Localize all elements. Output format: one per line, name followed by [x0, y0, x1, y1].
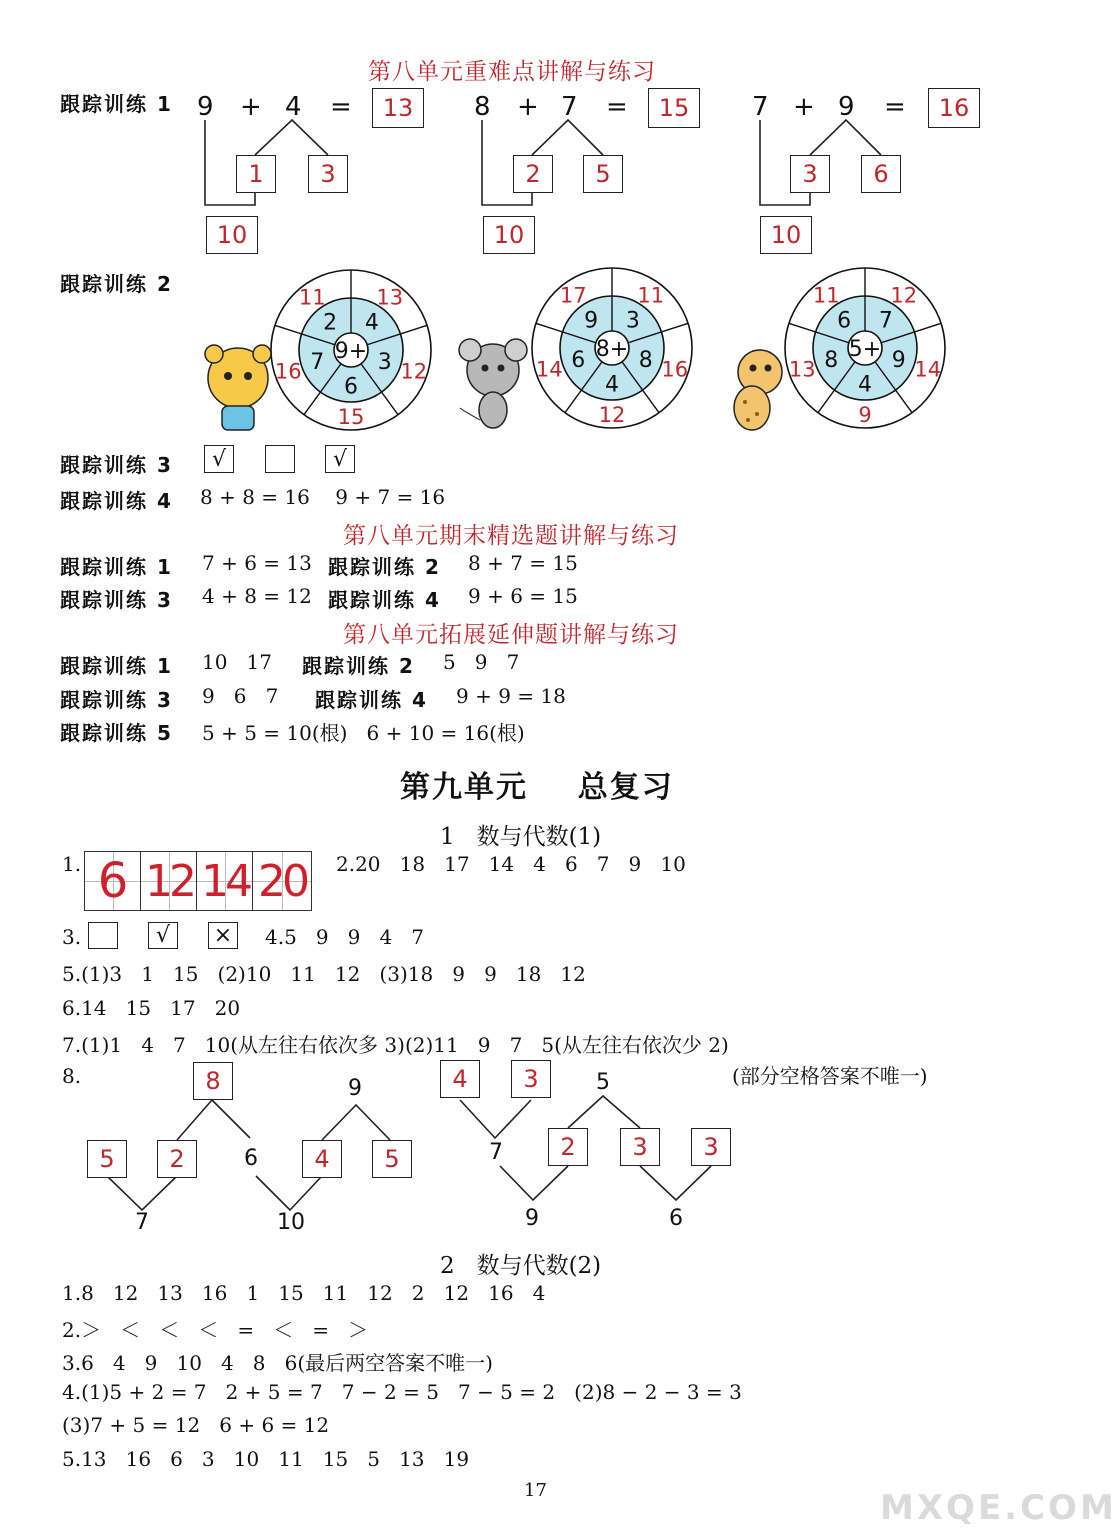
wheel-outer-number: 12 — [598, 403, 626, 427]
wheel-outer-number: 9 — [858, 403, 872, 427]
q8-num-5: 5 — [596, 1070, 610, 1095]
watermark: MXQE.COM — [880, 1488, 1117, 1528]
wheel-inner-number: 2 — [323, 310, 338, 336]
addend-a-3: 7 — [752, 92, 769, 122]
final-label-4: 跟踪训练 4 — [328, 588, 441, 612]
split-box-2b: 5 — [583, 155, 623, 193]
wheel-outer-number: 11 — [637, 283, 665, 308]
q5-answers: 5.(1)3 1 15 (2)10 11 12 (3)18 9 9 18 12 — [62, 962, 586, 986]
wheel-inner-number: 4 — [364, 310, 379, 336]
wheel-center-label: 8+ — [595, 337, 629, 362]
plus-sign-1: + — [240, 92, 262, 122]
section-title-final: 第八单元期末精选题讲解与练习 — [343, 523, 679, 549]
p2-q4a: 4.(1)5 + 2 = 7 2 + 5 = 7 7 − 2 = 5 7 − 5 = 2 (2)8 − 2 − 3 = 3 — [62, 1380, 742, 1404]
result-box-1: 13 — [372, 88, 424, 128]
exercise-label-3: 跟踪训练 3 — [60, 453, 173, 477]
wheel-outer-number: 14 — [914, 357, 942, 382]
result-box-2: 15 — [648, 88, 700, 128]
mouse-icon — [459, 339, 527, 428]
p2-q4b: (3)7 + 5 = 12 6 + 6 = 12 — [62, 1413, 330, 1437]
q8-box-7: 2 — [548, 1128, 588, 1166]
wheel-outer-number: 16 — [661, 357, 689, 382]
q8-box-4: 5 — [372, 1140, 412, 1178]
wheel-inner-number: 7 — [878, 308, 893, 334]
check-box-1: √ — [204, 445, 234, 473]
plus-sign-2: + — [517, 92, 539, 122]
split-box-1b: 3 — [308, 155, 348, 193]
addend-b-1: 4 — [285, 92, 302, 122]
writing-cell-2: 12 — [140, 851, 197, 911]
q8-box-1: 5 — [87, 1140, 127, 1178]
wheel-outer-number: 12 — [890, 283, 918, 308]
wheel-inner-number: 4 — [858, 372, 872, 398]
split-box-2a: 2 — [513, 155, 553, 193]
page-number: 17 — [524, 1480, 547, 1501]
ext-label-2: 跟踪训练 2 — [302, 654, 415, 678]
check-box-3: √ — [325, 445, 355, 473]
split-box-3b: 6 — [861, 155, 901, 193]
q8-num-6: 6 — [244, 1146, 258, 1171]
result-box-3: 16 — [928, 88, 980, 128]
final-label-1: 跟踪训练 1 — [60, 555, 173, 579]
addend-a-1: 9 — [197, 92, 214, 122]
split-box-3a: 3 — [790, 155, 830, 193]
part2-title: 2 数与代数(2) — [440, 1253, 602, 1279]
q8-box-9: 3 — [691, 1128, 731, 1166]
q6-answers: 6.14 15 17 20 — [62, 996, 241, 1020]
q7-answers: 7.(1)1 4 7 10(从左往右依次多 3)(2)11 9 7 5(从左往右依次少 2) — [62, 1033, 729, 1057]
wheel-inner-number: 6 — [837, 308, 852, 334]
wheel-outer-number: 13 — [788, 357, 816, 382]
q8-number: 8. — [62, 1064, 82, 1088]
addend-a-2: 8 — [474, 92, 491, 122]
addend-b-2: 7 — [561, 92, 578, 122]
q3-number: 3. — [62, 925, 82, 949]
ten-box-1: 10 — [206, 216, 258, 254]
final-answer-2: 8 + 7 = 15 — [468, 551, 578, 575]
q3-box-3: × — [208, 922, 238, 949]
wheel-inner-number: 4 — [605, 372, 619, 398]
writing-cell-1: 6 — [84, 851, 141, 911]
p2-q3: 3.6 4 9 10 4 8 6(最后两空答案不唯一) — [62, 1351, 493, 1375]
ext-label-5: 跟踪训练 5 — [60, 721, 173, 745]
wheel-inner-number: 8 — [638, 347, 653, 373]
q4-answers: 4.5 9 9 4 7 — [265, 925, 424, 949]
wheel-inner-number: 3 — [625, 308, 640, 334]
part1-title: 1 数与代数(1) — [440, 824, 602, 850]
final-answer-3: 4 + 8 = 12 — [202, 584, 312, 608]
section-title-extension: 第八单元拓展延伸题讲解与练习 — [343, 622, 679, 648]
wheel-outer-number: 16 — [274, 359, 302, 384]
ext-answer-4: 9 + 9 = 18 — [456, 684, 566, 708]
q8-num-9b: 9 — [525, 1206, 539, 1231]
q8-box-3: 4 — [302, 1140, 342, 1178]
wheel-inner-number: 8 — [824, 347, 839, 373]
wheel-outer-number: 12 — [400, 359, 428, 384]
unit9-title: 第九单元 总复习 — [400, 770, 674, 805]
ext-label-1: 跟踪训练 1 — [60, 654, 173, 678]
q8-box-5: 4 — [440, 1060, 480, 1098]
writing-cell-3: 14 — [196, 851, 253, 911]
ext-label-3: 跟踪训练 3 — [60, 688, 173, 712]
wheel-inner-number: 6 — [344, 374, 358, 400]
ext-answer-2: 5 9 7 — [443, 650, 520, 674]
tiger-icon — [205, 345, 271, 430]
ext-answer-5: 5 + 5 = 10(根) 6 + 10 = 16(根) — [202, 721, 525, 745]
p2-q5: 5.13 16 6 3 10 11 15 5 13 19 — [62, 1447, 470, 1471]
wheel-outer-number: 14 — [535, 357, 563, 382]
q8-num-7: 7 — [135, 1210, 149, 1235]
wheel-outer-number: 15 — [337, 405, 365, 429]
cheetah-icon — [734, 350, 782, 430]
ten-box-3: 10 — [760, 216, 812, 254]
ext-label-4: 跟踪训练 4 — [315, 688, 428, 712]
q8-note: (部分空格答案不唯一) — [732, 1064, 928, 1088]
equals-sign-3: = — [884, 92, 906, 122]
final-answer-1: 7 + 6 = 13 — [202, 551, 312, 575]
q8-num-6b: 6 — [669, 1206, 683, 1231]
wheel-center-label: 5+ — [848, 337, 882, 362]
equals-sign-2: = — [606, 92, 628, 122]
split-box-1a: 1 — [236, 155, 276, 193]
wheel-outer-number: 17 — [559, 283, 587, 308]
wheel-inner-number: 9 — [584, 308, 599, 334]
q8-box-6: 3 — [511, 1060, 551, 1098]
q1-q2-answers: 2.20 18 17 14 4 6 7 9 10 — [336, 852, 686, 876]
wheel-center-label: 9+ — [334, 339, 368, 364]
wheel-outer-number: 11 — [298, 285, 326, 310]
exercise-label-1: 跟踪训练 1 — [60, 92, 173, 116]
q8-num-9: 9 — [348, 1076, 362, 1101]
wheel-inner-number: 3 — [377, 349, 392, 375]
ext-answer-3: 9 6 7 — [202, 684, 279, 708]
exercise-label-2: 跟踪训练 2 — [60, 272, 173, 296]
wheel-outer-number: 11 — [812, 283, 840, 308]
q8-box-2: 2 — [157, 1140, 197, 1178]
q3-box-1 — [88, 922, 118, 949]
wheel-inner-number: 7 — [310, 349, 325, 375]
final-label-2: 跟踪训练 2 — [328, 555, 441, 579]
plus-sign-3: + — [793, 92, 815, 122]
section-title-key-points: 第八单元重难点讲解与练习 — [368, 59, 656, 85]
final-label-3: 跟踪训练 3 — [60, 588, 173, 612]
exercise-answer-4: 8 + 8 = 16 9 + 7 = 16 — [200, 485, 446, 509]
check-box-2 — [265, 445, 295, 473]
q8-num-10: 10 — [277, 1210, 305, 1235]
q3-box-2: √ — [148, 922, 178, 949]
writing-cell-4: 20 — [252, 851, 312, 911]
equals-sign-1: = — [330, 92, 352, 122]
exercise-label-4: 跟踪训练 4 — [60, 489, 173, 513]
p2-q2: 2.＞ ＜ ＜ ＜ = ＜ = ＞ — [62, 1318, 369, 1342]
p2-q1: 1.8 12 13 16 1 15 11 12 2 12 16 4 — [62, 1281, 546, 1305]
wheel-inner-number: 9 — [891, 347, 906, 373]
q8-box-8: 3 — [620, 1128, 660, 1166]
final-answer-4: 9 + 6 = 15 — [468, 584, 578, 608]
q8-box-top-left: 8 — [193, 1062, 233, 1100]
wheel-outer-number: 13 — [376, 285, 404, 310]
ten-box-2: 10 — [483, 216, 535, 254]
wheel-inner-number: 6 — [571, 347, 586, 373]
ext-answer-1: 10 17 — [202, 650, 272, 674]
q1-number: 1. — [62, 852, 82, 876]
q8-num-7b: 7 — [489, 1140, 503, 1165]
addend-b-3: 9 — [838, 92, 855, 122]
